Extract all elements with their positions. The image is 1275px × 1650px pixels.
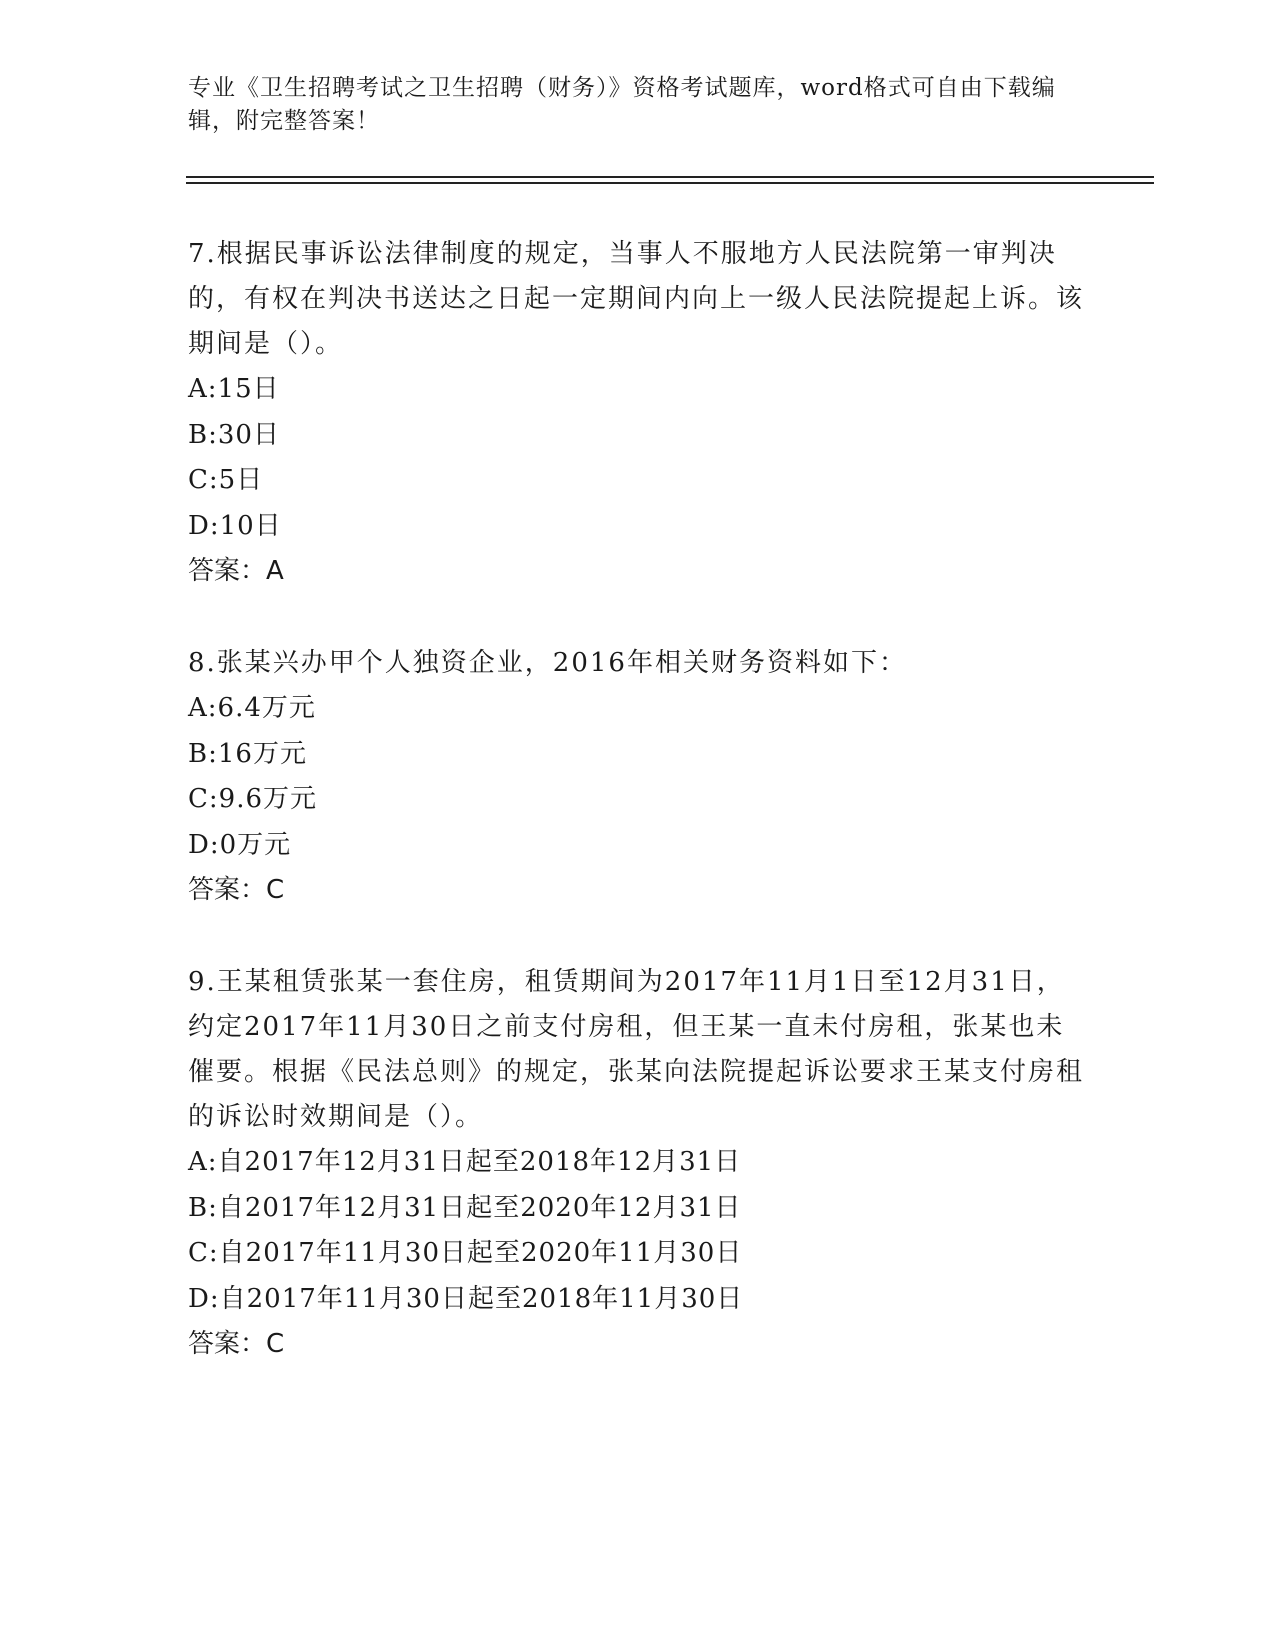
question-9 xyxy=(188,960,1088,1368)
option-a: A:6.4万元 xyxy=(188,693,316,723)
option-a: A:15日 xyxy=(188,374,280,404)
option-d: D:10日 xyxy=(188,510,282,541)
option-b: B:30日 xyxy=(188,419,280,450)
option-b: B:自2017年12月31日起至2020年12月31日 xyxy=(188,1192,742,1223)
question-stem: 7.根据民事诉讼法律制度的规定，当事人不服地方人民法院第一审判决的，有权在判决书送达之日起一定期间内向上一级人民法院提起上诉。该期间是（）。 xyxy=(188,239,1085,359)
option-a: A:自2017年12月31日起至2018年12月31日 xyxy=(188,1147,742,1177)
option-d: D:0万元 xyxy=(188,829,292,860)
answer-label: 答案：A xyxy=(188,556,284,586)
option-c: C:9.6万元 xyxy=(188,784,318,814)
answer-label: 答案：C xyxy=(188,875,285,905)
answer-label: 答案：C xyxy=(188,1329,285,1359)
header-text: 专业《卫生招聘考试之卫生招聘（财务）》资格考试题库，word格式可自由下载编辑，附完整答案！ xyxy=(188,75,1056,134)
question-7 xyxy=(188,232,1088,595)
option-d: D:自2017年11月30日起至2018年11月30日 xyxy=(188,1283,744,1314)
option-b: B:16万元 xyxy=(188,738,307,769)
question-8 xyxy=(188,641,1088,914)
option-c: C:自2017年11月30日起至2020年11月30日 xyxy=(188,1238,743,1268)
option-c: C:5日 xyxy=(188,465,264,495)
question-stem: 8.张某兴办甲个人独资企业，2016年相关财务资料如下： xyxy=(188,648,907,678)
header-divider-bottom xyxy=(186,182,1154,184)
header-divider-top xyxy=(186,176,1154,178)
question-stem: 9.王某租赁张某一套住房，租赁期间为2017年11月1日至12月31日，约定2017年11月30日之前支付房租，但王某一直未付房租，张某也未催要。根据《民法总则》的规定，张某向法院提起诉讼要求王某支付房租的诉讼时效期间是（）。 xyxy=(188,967,1085,1132)
